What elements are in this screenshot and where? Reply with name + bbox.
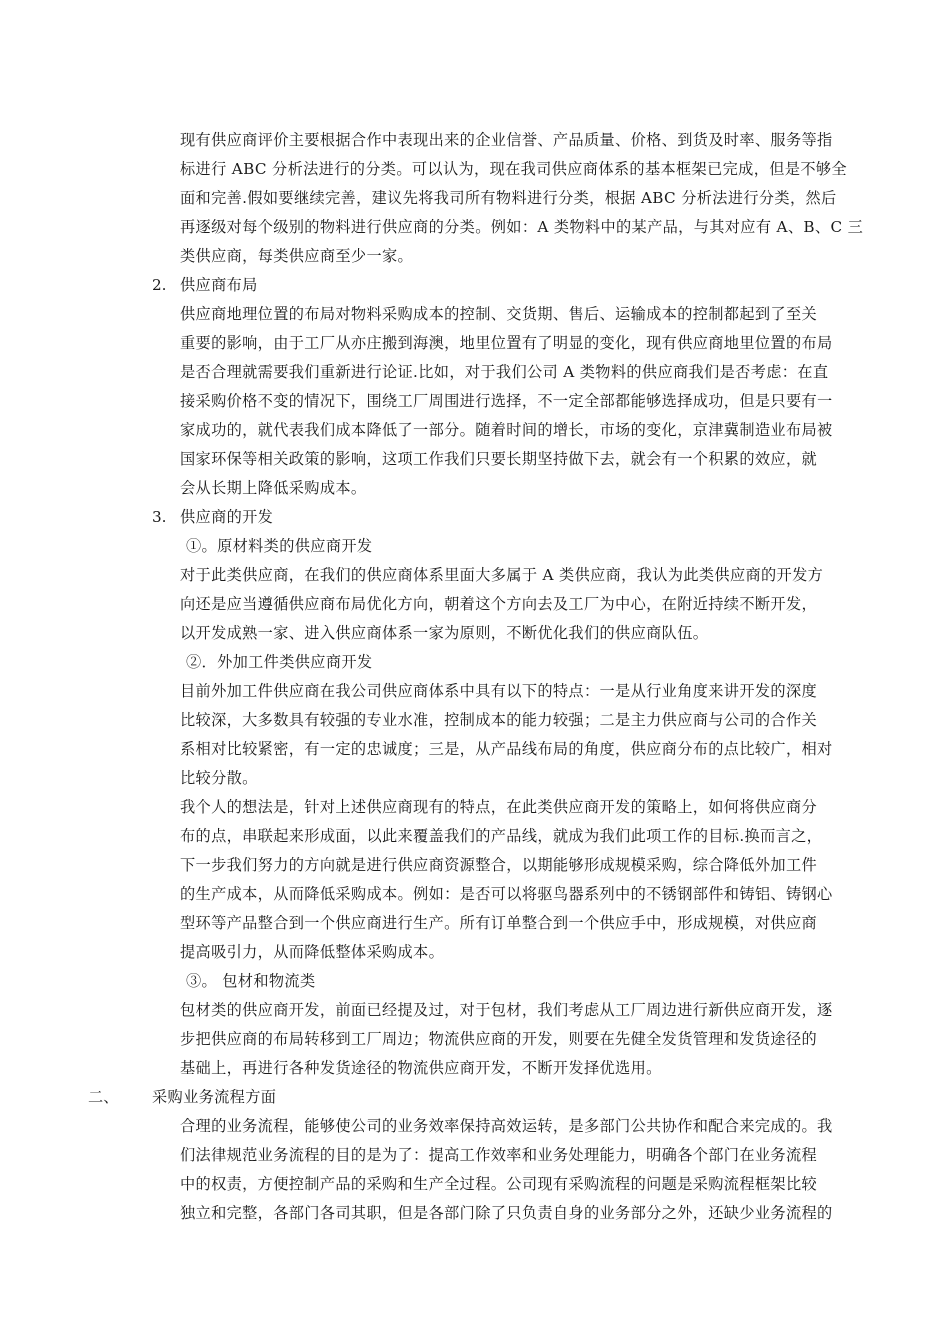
list-number: 3. (152, 508, 167, 526)
list-number: 2. (152, 276, 167, 294)
paragraph-line: 的生产成本，从而降低采购成本。例如：是否可以将驱鸟器系列中的不锈钢部件和铸铝、铸钢心 (180, 885, 833, 903)
paragraph-line: 基础上，再进行各种发货途径的物流供应商开发，不断开发择优选用。 (180, 1059, 662, 1077)
paragraph-line: 以开发成熟一家、进入供应商体系一家为原则，不断优化我们的供应商队伍。 (180, 624, 709, 642)
paragraph-line: 面和完善.假如要继续完善，建议先将我司所有物料进行分类，根据 ABC 分析法进行分类，然后 (180, 189, 837, 207)
paragraph-line: 向还是应当遵循供应商布局优化方向，朝着这个方向去及工厂为中心，在附近持续不断开发， (180, 595, 818, 613)
subsection-heading: ①。原材料类的供应商开发 (186, 537, 373, 555)
paragraph-line: 家成功的，就代表我们成本降低了一部分。随着时间的增长，市场的变化，京津冀制造业布局被 (180, 421, 833, 439)
subsection-heading: ③。 包材和物流类 (186, 972, 316, 990)
paragraph-line: 会从长期上降低采购成本。 (180, 479, 367, 497)
paragraph-line: 比较分散。 (180, 769, 258, 787)
paragraph-line: 是否合理就需要我们重新进行论证.比如，对于我们公司 A 类物料的供应商我们是否考虑：在直 (180, 363, 829, 381)
paragraph-line: 供应商地理位置的布局对物料采购成本的控制、交货期、售后、运输成本的控制都起到了至关 (180, 305, 818, 323)
paragraph-line: 独立和完整，各部门各司其职，但是各部门除了只负责自身的业务部分之外，还缺少业务流程的 (180, 1204, 833, 1222)
paragraph-line: 们法律规范业务流程的目的是为了：提高工作效率和业务处理能力，明确各个部门在业务流程 (180, 1146, 818, 1164)
paragraph-line: 步把供应商的布局转移到工厂周边；物流供应商的开发，则要在先健全发货管理和发货途径的 (180, 1030, 818, 1048)
section-heading: 供应商的开发 (180, 508, 274, 526)
paragraph-line: 接采购价格不变的情况下，围绕工厂周围进行选择，不一定全部都能够选择成功，但是只要有一 (180, 392, 833, 410)
paragraph-line: 我个人的想法是，针对上述供应商现有的特点，在此类供应商开发的策略上，如何将供应商分 (180, 798, 818, 816)
paragraph-line: 系相对比较紧密，有一定的忠诚度；三是，从产品线布局的角度，供应商分布的点比较广，相对 (180, 740, 833, 758)
paragraph-line: 下一步我们努力的方向就是进行供应商资源整合，以期能够形成规模采购，综合降低外加工件 (180, 856, 818, 874)
paragraph-line: 再逐级对每个级别的物料进行供应商的分类。例如：A 类物料中的某产品，与其对应有 A、B、C 三 (180, 218, 864, 236)
paragraph-line: 比较深，大多数具有较强的专业水准，控制成本的能力较强；二是主力供应商与公司的合作关 (180, 711, 818, 729)
paragraph-line: 对于此类供应商，在我们的供应商体系里面大多属于 A 类供应商，我认为此类供应商的开发方 (180, 566, 824, 584)
paragraph-line: 标进行 ABC 分析法进行的分类。可以认为，现在我司供应商体系的基本框架已完成，但是不够全 (180, 160, 847, 178)
paragraph-line: 类供应商，每类供应商至少一家。 (180, 247, 414, 265)
paragraph-line: 布的点，串联起来形成面，以此来覆盖我们的产品线，就成为我们此项工作的目标.换而言之， (180, 827, 823, 845)
paragraph-line: 包材类的供应商开发，前面已经提及过，对于包材，我们考虑从工厂周边进行新供应商开发，逐 (180, 1001, 833, 1019)
paragraph-line: 合理的业务流程，能够使公司的业务效率保持高效运转，是多部门公共协作和配合来完成的。我 (180, 1117, 833, 1135)
section-number: 二、 (88, 1088, 119, 1106)
paragraph-line: 现有供应商评价主要根据合作中表现出来的企业信誉、产品质量、价格、到货及时率、服务等指 (180, 131, 833, 149)
paragraph-line: 目前外加工件供应商在我公司供应商体系中具有以下的特点：一是从行业角度来讲开发的深度 (180, 682, 818, 700)
paragraph-line: 重要的影响，由于工厂从亦庄搬到海澳，地里位置有了明显的变化，现有供应商地里位置的布局 (180, 334, 833, 352)
subsection-heading: ②．外加工件类供应商开发 (186, 653, 373, 671)
paragraph-line: 提高吸引力，从而降低整体采购成本。 (180, 943, 445, 961)
section-heading: 供应商布局 (180, 276, 258, 294)
section-heading: 采购业务流程方面 (152, 1088, 277, 1106)
paragraph-line: 国家环保等相关政策的影响，这项工作我们只要长期坚持做下去，就会有一个积累的效应，就 (180, 450, 818, 468)
paragraph-line: 型环等产品整合到一个供应商进行生产。所有订单整合到一个供应手中，形成规模，对供应商 (180, 914, 818, 932)
paragraph-line: 中的权责，方便控制产品的采购和生产全过程。公司现有采购流程的问题是采购流程框架比较 (180, 1175, 818, 1193)
